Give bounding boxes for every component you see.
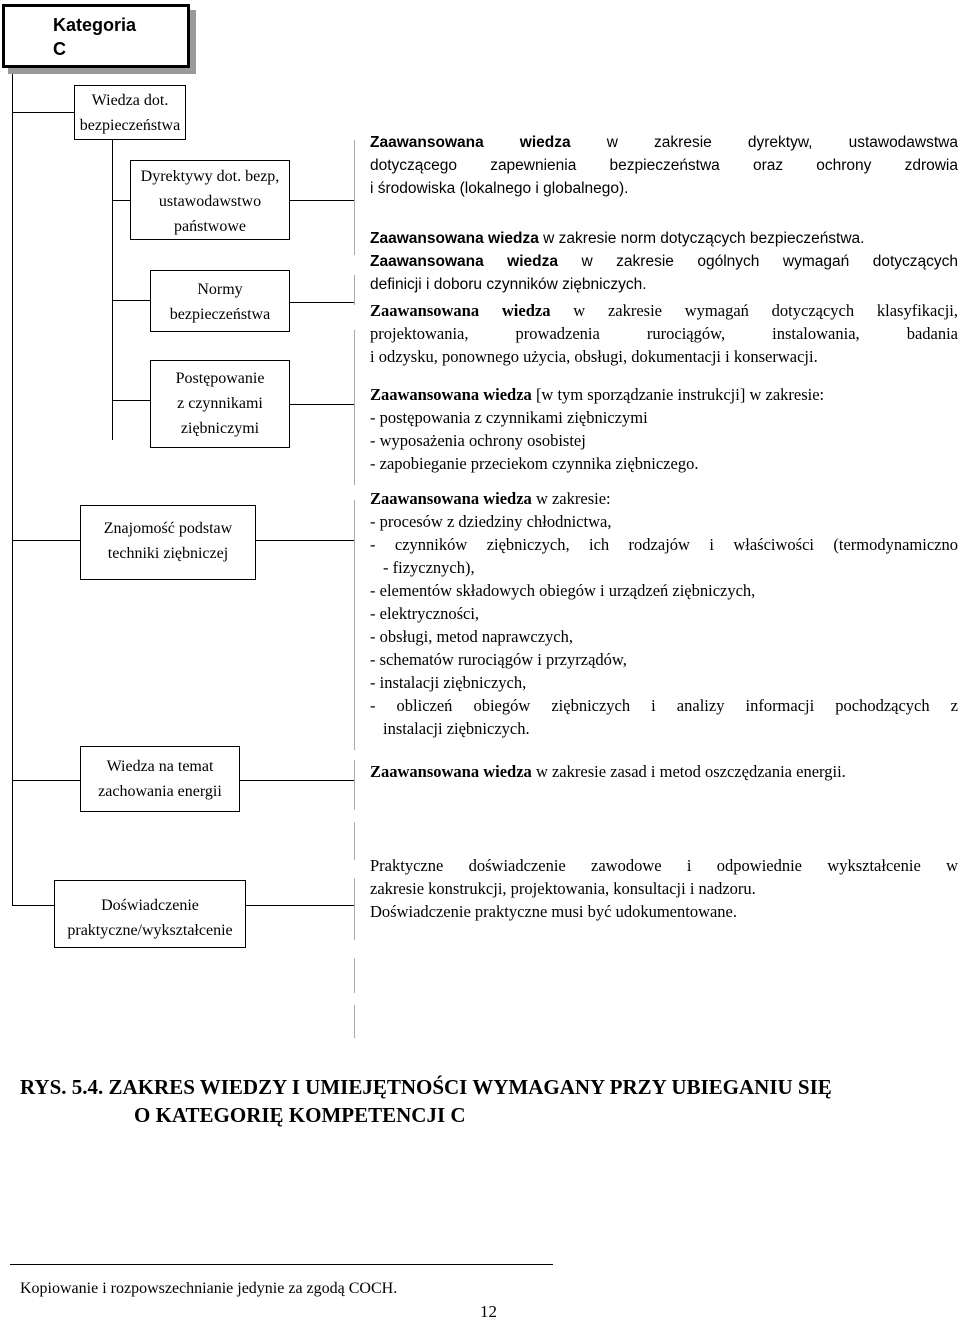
list-item: instalacji ziębniczych. xyxy=(383,719,530,738)
node-practical-experience: Doświadczenie praktyczne/wykształcenie xyxy=(54,880,246,948)
separator-segment xyxy=(354,275,355,305)
description-basics: Zaawansowana wiedza w zakresie: - procesów z dziedziny chłodnictwa, - czynników ziębniczych, ich rodzajów i właściwości (termodynamiczno - fizycznych), - elementów składowych obiegów i urządzeń ziębniczych, - elektryczności, - obsługi, metod naprawczych, - schematów rurociągów i przyrządów, - instalacji ziębniczych, - obliczeń obiegów ziębniczych i analizy informacji pochodzących z instalacji ziębniczych. xyxy=(370,489,958,738)
node-energy-conservation: Wiedza na temat zachowania energii xyxy=(80,746,240,812)
root-title: Kategoria xyxy=(53,15,137,35)
description-norms-classification: Zaawansowana wiedza w zakresie wymagań dotyczących klasyfikacji, projektowania, prowadzenia rurociągów, instalowania, badania i odzysku, ponownego użycia, obsługi, dokumentacji i konserwacji. xyxy=(370,301,959,366)
list-item: - zapobieganie przeciekom czynnika ziębniczego. xyxy=(370,454,699,473)
connector-refrigerants-text xyxy=(290,404,354,405)
separator-segment xyxy=(354,500,355,750)
description-norms: Zaawansowana wiedza w zakresie norm dotyczących bezpieczeństwa. Zaawansowana wiedza w zakresie ogólnych wymagań dotyczących definicji i doboru czynników ziębniczych. xyxy=(370,230,958,293)
node-safety-knowledge: Wiedza dot. bezpieczeństwa xyxy=(74,85,186,140)
separator-segment xyxy=(354,330,355,485)
node-refrigeration-basics: Znajomość podstaw techniki ziębniczej xyxy=(80,505,256,580)
list-item: - schematów rurociągów i przyrządów, xyxy=(370,650,627,669)
list-item: - wyposażenia ochrony osobistej xyxy=(370,431,586,450)
connector-norms-text xyxy=(290,302,354,303)
description-directives: Zaawansowana wiedza w zakresie dyrektyw, ustawodawstwa dotyczącego zapewnienia bezpieczeństwa oraz ochrony zdrowia i środowiska (lokalnego i globalnego). xyxy=(370,134,958,197)
connector-energy-text xyxy=(240,780,354,781)
connector-refrigerants xyxy=(112,400,150,401)
root-node-category-c xyxy=(2,4,190,68)
node-refrigerants-handling: Postępowanie z czynnikami ziębniczymi xyxy=(150,360,290,448)
connector-norms xyxy=(112,300,150,301)
node-norms: Normy bezpieczeństwa xyxy=(150,270,290,332)
connector-basics-text xyxy=(256,540,354,541)
list-item: - czynników ziębniczych, ich rodzajów i właściwości (termodynamiczno xyxy=(370,535,958,554)
root-subtitle: C xyxy=(53,39,66,59)
separator-segment xyxy=(354,958,355,993)
connector-energy xyxy=(12,780,80,781)
list-item: - elementów składowych obiegów i urządzeń ziębniczych, xyxy=(370,581,756,600)
connector-directives xyxy=(112,200,130,201)
figure-caption xyxy=(20,1073,960,1129)
connector-basics xyxy=(12,540,80,541)
footer-copyright: Kopiowanie i rozpowszechnianie jedynie za zgodą COCH. xyxy=(20,1280,398,1297)
connector-experience-text xyxy=(246,905,354,906)
description-refrigerants: Zaawansowana wiedza [w tym sporządzanie instrukcji] w zakresie: - postępowania z czynnikami ziębniczymi - wyposażenia ochrony osobistej - zapobieganie przeciekom czynnika ziębniczego. xyxy=(370,383,958,475)
list-item: - elektryczności, xyxy=(370,604,480,623)
page-number: 12 xyxy=(480,1302,497,1321)
connector-experience xyxy=(12,905,54,906)
separator-segment xyxy=(354,1005,355,1038)
description-energy: Zaawansowana wiedza w zakresie zasad i metod oszczędzania energii. xyxy=(370,762,846,781)
separator-segment xyxy=(354,822,355,860)
list-item: - obliczeń obiegów ziębniczych i analizy informacji pochodzących z xyxy=(370,696,958,715)
list-item: - procesów z dziedziny chłodnictwa, xyxy=(370,512,612,531)
separator-segment xyxy=(354,760,355,810)
caption-line-1: RYS. 5.4. ZAKRES WIEDZY I UMIEJĘTNOŚCI WYMAGANY PRZY UBIEGANIU SIĘ xyxy=(20,1075,832,1099)
description-experience: Praktyczne doświadczenie zawodowe i odpowiednie wykształcenie w zakresie konstrukcji, projektowania, konsultacji i nadzoru. Doświadczenie praktyczne musi być udokumentowane. xyxy=(370,856,958,921)
separator-segment xyxy=(354,140,355,255)
caption-line-2: O KATEGORIĘ KOMPETENCJI C xyxy=(134,1103,466,1127)
separator-segment xyxy=(354,878,355,940)
footer-rule xyxy=(10,1264,553,1265)
list-item: - postępowania z czynnikami ziębniczymi xyxy=(370,408,648,427)
list-item: - instalacji ziębniczych, xyxy=(370,673,527,692)
safety-branch-line xyxy=(112,140,113,440)
list-item: - fizycznych), xyxy=(383,558,475,577)
list-item: - obsługi, metod naprawczych, xyxy=(370,627,573,646)
connector-safety xyxy=(12,112,74,113)
node-directives: Dyrektywy dot. bezp, ustawodawstwo państwowe xyxy=(130,160,290,240)
connector-directives-text xyxy=(290,200,354,201)
